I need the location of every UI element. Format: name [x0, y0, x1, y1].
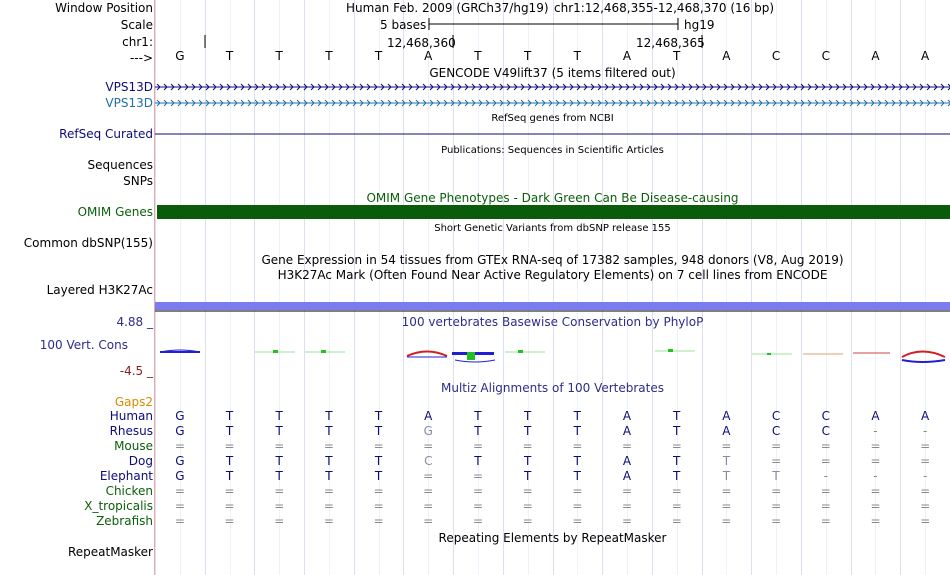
- alignment-base: T: [275, 409, 283, 423]
- alignment-base: -: [922, 424, 928, 438]
- alignment-base: T: [225, 454, 234, 468]
- alignment-base: C: [821, 424, 830, 438]
- alignment-base: =: [572, 514, 583, 528]
- omim-feature-bar[interactable]: [157, 205, 950, 219]
- gaps-label[interactable]: Gaps2: [114, 395, 153, 409]
- alignment-base: =: [274, 484, 285, 498]
- sequence-base: A: [622, 49, 632, 63]
- alignment-base: T: [374, 469, 383, 483]
- h3k27ac-title: H3K27Ac Mark (Often Found Near Active Regulatory Elements) on 7 cell lines from ENCODE: [277, 268, 828, 282]
- alignment-base: T: [275, 469, 283, 483]
- alignment-base: =: [622, 499, 633, 513]
- alignment-base: =: [820, 454, 831, 468]
- alignment-base: =: [472, 499, 483, 513]
- alignment-base: T: [325, 469, 333, 483]
- alignment-base: =: [572, 484, 583, 498]
- species-label-dog[interactable]: Dog: [128, 454, 153, 468]
- sequence-base: G: [175, 49, 185, 63]
- alignment-base: =: [373, 484, 384, 498]
- alignment-base: T: [374, 454, 383, 468]
- snps-label[interactable]: SNPs: [123, 174, 153, 188]
- alignment-base: A: [424, 409, 433, 423]
- alignment-base: T: [523, 454, 532, 468]
- alignment-base: =: [472, 484, 483, 498]
- alignment-base: =: [323, 439, 334, 453]
- window-position-label: Window Position: [55, 1, 153, 15]
- alignment-base: =: [174, 439, 185, 453]
- sequence-base: A: [871, 49, 880, 63]
- alignment-base: T: [573, 469, 582, 483]
- multiz-title: Multiz Alignments of 100 Vertebrates: [440, 381, 665, 395]
- alignment-base: =: [274, 439, 285, 453]
- alignment-base: =: [870, 439, 881, 453]
- alignment-base: =: [820, 484, 831, 498]
- alignment-base: T: [673, 454, 681, 468]
- alignment-base: T: [474, 424, 482, 438]
- alignment-base: T: [374, 424, 383, 438]
- refseq-label[interactable]: RefSeq Curated: [59, 127, 153, 141]
- alignment-base: G: [423, 424, 433, 438]
- h3k27ac-baseline: [155, 310, 950, 312]
- alignment-base: =: [274, 514, 285, 528]
- position-text: chr1:12,468,355-12,468,370 (16 bp): [554, 1, 775, 15]
- alignment-base: =: [721, 484, 732, 498]
- omim-title: OMIM Gene Phenotypes - Dark Green Can Be Disease-causing: [366, 191, 739, 205]
- scale-label: Scale: [120, 18, 153, 32]
- alignment-base: -: [873, 424, 878, 438]
- sequence-base: T: [325, 49, 333, 63]
- alignment-base: A: [622, 409, 632, 423]
- alignment-base: T: [225, 469, 234, 483]
- alignment-base: =: [522, 439, 533, 453]
- alignment-base: =: [771, 484, 782, 498]
- alignment-base: C: [424, 454, 433, 468]
- dbsnp-label[interactable]: Common dbSNP(155): [23, 236, 153, 250]
- gencode-title[interactable]: GENCODE V49lift37 (5 items filtered out): [429, 66, 676, 80]
- alignment-base: G: [175, 469, 185, 483]
- species-label-human[interactable]: Human: [109, 409, 153, 423]
- alignment-base: -: [873, 469, 878, 483]
- alignment-base: A: [622, 454, 632, 468]
- refseq-title: RefSeq genes from NCBI: [491, 113, 614, 124]
- alignment-base: =: [472, 469, 483, 483]
- alignment-base: T: [325, 454, 333, 468]
- species-label-rhesus[interactable]: Rhesus: [109, 424, 153, 438]
- alignment-base: =: [820, 499, 831, 513]
- alignment-base: =: [472, 514, 483, 528]
- h3k27ac-label[interactable]: Layered H3K27Ac: [46, 283, 153, 297]
- coord-label-1: 12,468,360: [387, 36, 456, 50]
- sequences-label[interactable]: Sequences: [87, 158, 153, 172]
- alignment-base: T: [722, 454, 731, 468]
- species-label-elephant[interactable]: Elephant: [99, 469, 153, 483]
- alignment-base: =: [174, 499, 185, 513]
- gene-feature-vps13d-2[interactable]: [155, 100, 950, 106]
- alignment-base: =: [323, 514, 334, 528]
- alignment-base: T: [225, 409, 234, 423]
- dbsnp-title: Short Genetic Variants from dbSNP release 155: [434, 223, 671, 234]
- alignment-base: -: [823, 469, 828, 483]
- alignment-base: =: [920, 514, 931, 528]
- alignment-base: G: [175, 409, 185, 423]
- gene-label-vps13d-1[interactable]: VPS13D: [105, 80, 153, 94]
- alignment-base: T: [225, 424, 234, 438]
- alignment-base: T: [673, 409, 681, 423]
- sequence-base: T: [523, 49, 532, 63]
- repeatmasker-label[interactable]: RepeatMasker: [67, 545, 153, 559]
- alignment-base: C: [771, 424, 781, 438]
- alignment-base: A: [871, 409, 880, 423]
- alignment-base: =: [671, 514, 682, 528]
- alignment-base: T: [523, 424, 532, 438]
- cons-min-value: -4.5 _: [119, 364, 153, 378]
- alignment-base: =: [522, 514, 533, 528]
- alignment-base: =: [721, 439, 732, 453]
- alignment-base: =: [323, 499, 334, 513]
- sequence-base: T: [374, 49, 383, 63]
- alignment-base: =: [671, 484, 682, 498]
- species-label-x_tropicalis[interactable]: X_tropicalis: [84, 499, 153, 513]
- alignment-base: =: [920, 439, 931, 453]
- alignment-base: =: [423, 484, 434, 498]
- alignment-base: =: [224, 514, 235, 528]
- sequence-base: T: [225, 49, 234, 63]
- cons-title: 100 vertebrates Basewise Conservation by PhyloP: [401, 315, 704, 329]
- alignment-base: =: [373, 439, 384, 453]
- alignment-base: =: [174, 514, 185, 528]
- alignment-base: T: [474, 409, 482, 423]
- scale-text: 5 bases: [380, 18, 427, 32]
- alignment-base: =: [423, 499, 434, 513]
- alignment-base: T: [673, 424, 681, 438]
- alignment-base: T: [325, 424, 333, 438]
- strand-arrow-label: --->: [129, 51, 153, 65]
- refseq-gene-line[interactable]: [155, 127, 950, 141]
- alignment-base: =: [870, 484, 881, 498]
- alignment-base: =: [721, 499, 732, 513]
- alignment-base: T: [474, 454, 482, 468]
- alignment-base: A: [921, 409, 930, 423]
- alignment-base: T: [573, 424, 582, 438]
- gtex-title: Gene Expression in 54 tissues from GTEx RNA-seq of 17382 samples, 948 donors (V8, Aug 2019): [261, 253, 844, 267]
- alignment-base: =: [572, 499, 583, 513]
- alignment-base: =: [771, 454, 782, 468]
- alignment-base: =: [721, 514, 732, 528]
- alignment-base: T: [523, 409, 532, 423]
- alignment-base: =: [423, 439, 434, 453]
- alignment-base: T: [275, 424, 283, 438]
- alignment-base: =: [224, 484, 235, 498]
- alignment-base: T: [722, 469, 731, 483]
- alignment-base: =: [671, 439, 682, 453]
- alignment-base: =: [920, 484, 931, 498]
- species-label-zebrafish[interactable]: Zebrafish: [96, 514, 153, 528]
- alignment-base: =: [174, 484, 185, 498]
- alignment-base: =: [323, 484, 334, 498]
- alignment-base: T: [772, 469, 780, 483]
- alignment-base: A: [622, 424, 632, 438]
- alignment-base: =: [622, 514, 633, 528]
- alignment-base: T: [374, 409, 383, 423]
- sequence-base: C: [821, 49, 830, 63]
- cons-label[interactable]: 100 Vert. Cons: [39, 338, 128, 352]
- alignment-base: =: [771, 514, 782, 528]
- species-label-mouse[interactable]: Mouse: [114, 439, 153, 453]
- publications-title: Publications: Sequences in Scientific Articles: [441, 145, 664, 156]
- alignment-base: A: [722, 424, 731, 438]
- repeatmasker-title: Repeating Elements by RepeatMasker: [438, 531, 667, 545]
- alignment-base: =: [622, 439, 633, 453]
- alignment-base: T: [573, 409, 582, 423]
- sequence-base: T: [673, 49, 681, 63]
- alignment-base: G: [175, 424, 185, 438]
- omim-label[interactable]: OMIM Genes: [77, 205, 153, 219]
- alignment-base: =: [522, 499, 533, 513]
- alignment-base: -: [922, 469, 928, 483]
- alignment-base: T: [325, 409, 333, 423]
- h3k27ac-signal[interactable]: [155, 302, 950, 310]
- alignment-base: C: [771, 409, 781, 423]
- sequence-base: A: [722, 49, 731, 63]
- alignment-base: =: [522, 484, 533, 498]
- sequence-base: A: [424, 49, 433, 63]
- alignment-base: =: [771, 439, 782, 453]
- scale-db: hg19: [684, 18, 715, 32]
- alignment-base: =: [820, 439, 831, 453]
- alignment-base: T: [523, 469, 532, 483]
- assembly-text: Human Feb. 2009 (GRCh37/hg19): [346, 1, 549, 15]
- cons-wiggle[interactable]: [155, 344, 950, 366]
- alignment-base: =: [870, 514, 881, 528]
- alignment-base: =: [820, 514, 831, 528]
- alignment-base: G: [175, 454, 185, 468]
- sequence-base: A: [921, 49, 930, 63]
- alignment-base: A: [722, 409, 731, 423]
- alignment-base: =: [373, 499, 384, 513]
- alignment-base: =: [671, 499, 682, 513]
- alignment-base: =: [622, 484, 633, 498]
- gene-label-vps13d-2[interactable]: VPS13D: [105, 96, 153, 110]
- alignment-base: =: [423, 469, 434, 483]
- alignment-base: T: [275, 454, 283, 468]
- alignment-base: C: [821, 409, 830, 423]
- alignment-base: =: [870, 454, 881, 468]
- alignment-base: A: [622, 469, 632, 483]
- alignment-base: =: [472, 439, 483, 453]
- alignment-base: =: [920, 499, 931, 513]
- sequence-base: C: [771, 49, 781, 63]
- alignment-base: =: [224, 439, 235, 453]
- gene-feature-vps13d-1[interactable]: [155, 84, 950, 90]
- alignment-base: T: [573, 454, 582, 468]
- alignment-base: =: [423, 514, 434, 528]
- alignment-base: =: [572, 439, 583, 453]
- coord-label-2: 12,468,365: [636, 36, 705, 50]
- sequence-base: T: [573, 49, 582, 63]
- alignment-base: =: [373, 514, 384, 528]
- alignment-base: T: [673, 469, 681, 483]
- alignment-base: =: [920, 454, 931, 468]
- species-label-chicken[interactable]: Chicken: [105, 484, 153, 498]
- cons-max-value: 4.88 _: [116, 315, 153, 329]
- alignment-base: =: [274, 499, 285, 513]
- alignment-base: =: [224, 499, 235, 513]
- alignment-base: =: [771, 499, 782, 513]
- alignment-base: =: [870, 499, 881, 513]
- sequence-base: T: [275, 49, 283, 63]
- sequence-base: T: [474, 49, 482, 63]
- chr-label: chr1:: [122, 35, 153, 49]
